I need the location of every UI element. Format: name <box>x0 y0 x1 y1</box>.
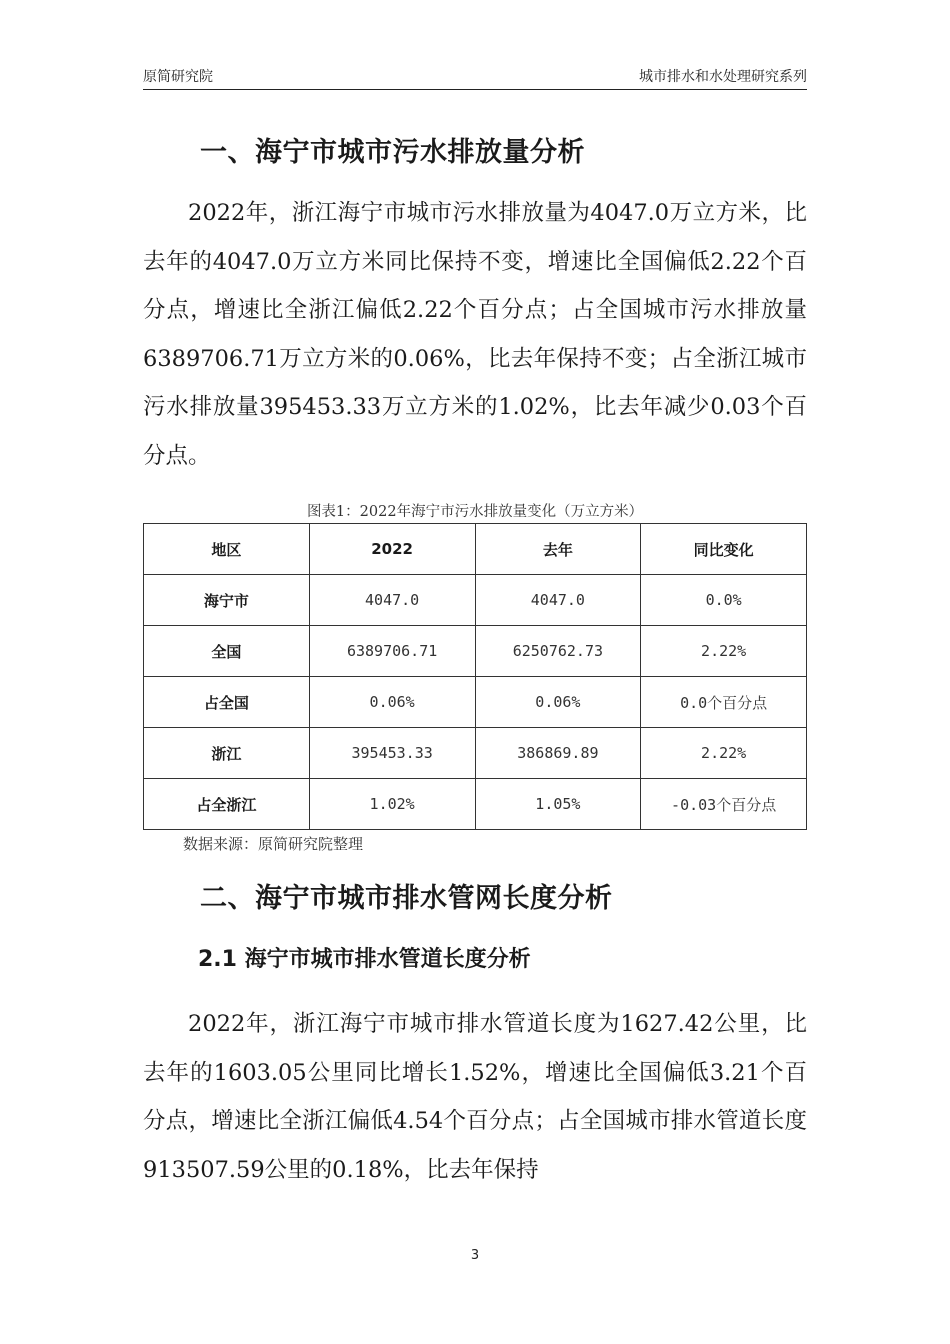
table-row <box>144 728 807 779</box>
cell-last-year: 4047.0 <box>475 575 641 626</box>
table-row <box>144 779 807 830</box>
row-label: 海宁市 <box>144 575 310 626</box>
cell-yoy-change: 2.22% <box>641 728 807 779</box>
cell-2022: 6389706.71 <box>309 626 475 677</box>
table-row <box>144 677 807 728</box>
cell-2022: 0.06% <box>309 677 475 728</box>
header-divider <box>143 89 807 90</box>
subsection-2-1-paragraph: 2022年，浙江海宁市城市排水管道长度为1627.42公里，比去年的1603.05公里同比增长1.52%，增速比全国偏低3.21个百分点，增速比全浙江偏低4.54个百分点；占全国城市排水管道长度913507.59公里的0.18%，比去年保持 <box>143 1011 807 1183</box>
cell-2022: 395453.33 <box>309 728 475 779</box>
row-label: 占全国 <box>144 677 310 728</box>
data-source-note: 数据来源：原简研究院整理 <box>183 835 364 853</box>
sewage-discharge-table <box>143 523 807 830</box>
cell-last-year: 386869.89 <box>475 728 641 779</box>
table-caption: 图表1：2022年海宁市污水排放量变化（万立方米） <box>306 504 644 520</box>
row-label: 占全浙江 <box>144 779 310 830</box>
header-cell-2022: 2022 <box>309 524 475 575</box>
cell-yoy-change: -0.03个百分点 <box>641 779 807 830</box>
subsection-2-1-title: 2.1 海宁市城市排水管道长度分析 <box>198 947 531 972</box>
header-cell-yoy-change: 同比变化 <box>641 524 807 575</box>
cell-yoy-change: 2.22% <box>641 626 807 677</box>
cell-yoy-change: 0.0% <box>641 575 807 626</box>
section-2-title: 二、海宁市城市排水管网长度分析 <box>200 883 613 914</box>
section-1-title: 一、海宁市城市污水排放量分析 <box>200 137 585 168</box>
header-org-name: 原简研究院 <box>143 69 213 85</box>
row-label: 全国 <box>144 626 310 677</box>
header-cell-last-year: 去年 <box>475 524 641 575</box>
cell-last-year: 1.05% <box>475 779 641 830</box>
cell-last-year: 0.06% <box>475 677 641 728</box>
table-row <box>144 626 807 677</box>
cell-last-year: 6250762.73 <box>475 626 641 677</box>
cell-2022: 4047.0 <box>309 575 475 626</box>
header-series-name: 城市排水和水处理研究系列 <box>639 69 807 85</box>
header-cell-region: 地区 <box>144 524 310 575</box>
section-1-paragraph: 2022年，浙江海宁市城市污水排放量为4047.0万立方米，比去年的4047.0万立方米同比保持不变，增速比全国偏低2.22个百分点，增速比全浙江偏低2.22个百分点；占全国城市污水排放量6389706.71万立方米的0.06%，比去年保持不变；占全浙江城市污水排放量395453.33万立方米的1.02%，比去年减少0.03个百分点。 <box>143 200 807 469</box>
table-row <box>144 575 807 626</box>
row-label: 浙江 <box>144 728 310 779</box>
page-number: 3 <box>470 1248 480 1263</box>
cell-yoy-change: 0.0个百分点 <box>641 677 807 728</box>
table-header-row <box>144 524 807 575</box>
cell-2022: 1.02% <box>309 779 475 830</box>
